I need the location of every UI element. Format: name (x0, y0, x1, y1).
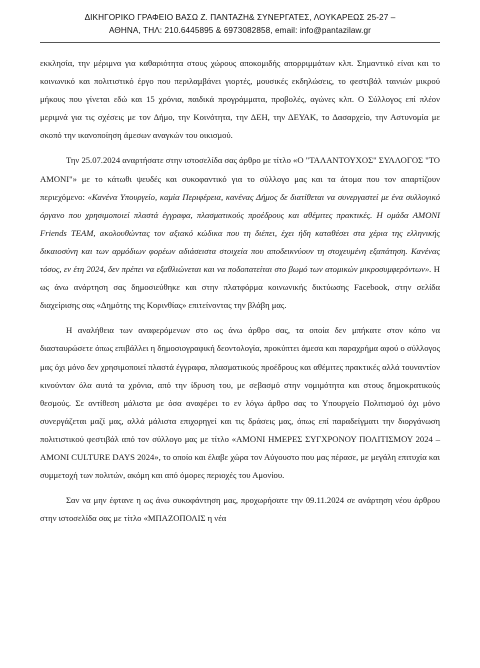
paragraph-association-activities: εκκλησία, την μέριμνα για καθαριότητα στους χώρους αποκομιδής απορριμμάτων κλπ. Σημαντικό είναι και το κοινωνικό και πολιτιστικό έργο που περιλαμβάνει γιορτές, μουσικές εκδηλώσεις, το φεστιβάλ ταινιών μικρού μήκους που γίνεται εδώ και 15 χρόνια, παιδικά προγράμματα, προβολές, αγώνες κλπ. Ο Σύλλογος επί πλέον μεριμνά για τις σχέσεις με τον Δήμο, την Κοινότητα, την ΔΕΗ, την ΔΕΥΑΚ, το Δασαρχείο, την Αστυνομία με σκοπό την ικανοποίηση άμεσων αναγκών του οικισμού. (40, 58, 440, 141)
quote-followup: Η ως άνω ανάρτηση σας δημοσιεύθηκε και στην πλατφόρμα κοινωνικής δικτύωσης Facebook, στην σελίδα διαχείρισης σας «Δημότης της Κορινθίας» επιτείνοντας την βλάβη μας. (40, 264, 440, 311)
header-divider (40, 42, 440, 43)
quoted-article-text: «Κανένα Υπουργείο, καμία Περιφέρεια, κανένας Δήμος δε διατίθεται να συνεργαστεί με ένα συλλογικό όργανο που χρησιμοποιεί πλαστά έγγραφα, πλασματικούς προέδρους και αθέμιτες πρακτικές. Η ομάδα AMONI Friends TEAM, ακολουθώντας τον αξιακό κώδικα που τη διέπει, έχει ήδη καταθέσει στα χέρια της ελληνικής δικαιοσύνη και των αρμόδιων φορέων αδιάσειστα στοιχεία που αποδεικνύουν τη στοχευμένη εξαπάτηση. Κανένας τόσος, εν έτη 2024, δεν πρέπει να εξαθλιώνεται και να ποδοπατείται στο βωμό των ατομικών μικροσυμφερόντων». (40, 191, 440, 275)
paragraph-new-article: Σαν να μην έφτανε η ως άνω συκοφάντηση μας, προχωρήσατε την 09.11.2024 σε ανάρτηση νέου άρθρου στην ιστοσελίδα σας με τίτλο «ΜΠΑΖΟΠΟΛΙΣ η νέα (40, 495, 440, 524)
letter-body (40, 54, 440, 527)
paragraph-rebuttal: Η αναλήθεια των αναφερόμενων στο ως άνω άρθρο σας, τα οποία δεν μπήκατε στον κόπο να διασταυρώσετε όπως επιβάλλει η δημοσιογραφική δεοντολογία, προκύπτει άμεσα και παραχρήμα αφού ο σύλλογος μας όχι μόνο δεν χρησιμοποιεί πλαστά έγγραφα, πλασματικούς προέδρους και αθέμιτες πρακτικές αλλά τουναντίον κινούνταν όλα αυτά τα χρόνια, από την ίδρυση του, με σεβασμό στην νομιμότητα και στους δημοκρατικούς θεσμούς. Σε αντίθεση μάλιστα με όσα αναφέρει το εν λόγω άρθρο σας το Υπουργείο Πολιτισμού όχι μόνο συνεργάζεται μαζί μας, αλλά μάλιστα επιχορηγεί και τις δράσεις μας, όπως επί παραδείγματι την διοργάνωση πολιτιστικού φεστιβάλ από τον σύλλογο μας με τίτλο «ΑΜΟΝΙ ΗΜΕΡΕΣ ΣΥΓΧΡΟΝΟΥ ΠΟΛΙΤΙΣΜΟΥ 2024 – AMONI CULTURE DAYS 2024», το οποίο και έλαβε χώρα τον Αύγουστο που μας πέρασε, με μεγάλη επιτυχία και συμμετοχή των πολιτών, ακόμη και από όμορες περιοχές του Αμονίου. (40, 325, 440, 481)
letterhead-line-1: ΔΙΚΗΓΟΡΙΚΟ ΓΡΑΦΕΙΟ ΒΑΣΩ Ζ. ΠΑΝΤΑΖΗ& ΣΥΝΕΡΓΑΤΕΣ, ΛΟΥΚΑΡΕΩΣ 25-27 – (84, 13, 396, 22)
letterhead (40, 11, 440, 37)
quote-intro: Την 25.07.2024 αναρτήσατε στην ιστοσελίδα σας άρθρο με τίτλο «Ο "ΤΑΛΑΝΤΟΥΧΟΣ" ΣΥΛΛΟΓΟΣ "ΤΟ ΑΜΟΝΙ"» με το κάτωθι ψευδές και συκοφαντικό για το σύλλογο μας και τα άτομα που τον απαρτίζουν περιεχόμενο: (40, 155, 440, 202)
letterhead-line-2: ΑΘΗΝΑ, ΤΗΛ: 210.6445895 & 6973082858, email: info@pantazilaw.gr (109, 26, 371, 35)
paragraph-article-quote (40, 151, 440, 314)
